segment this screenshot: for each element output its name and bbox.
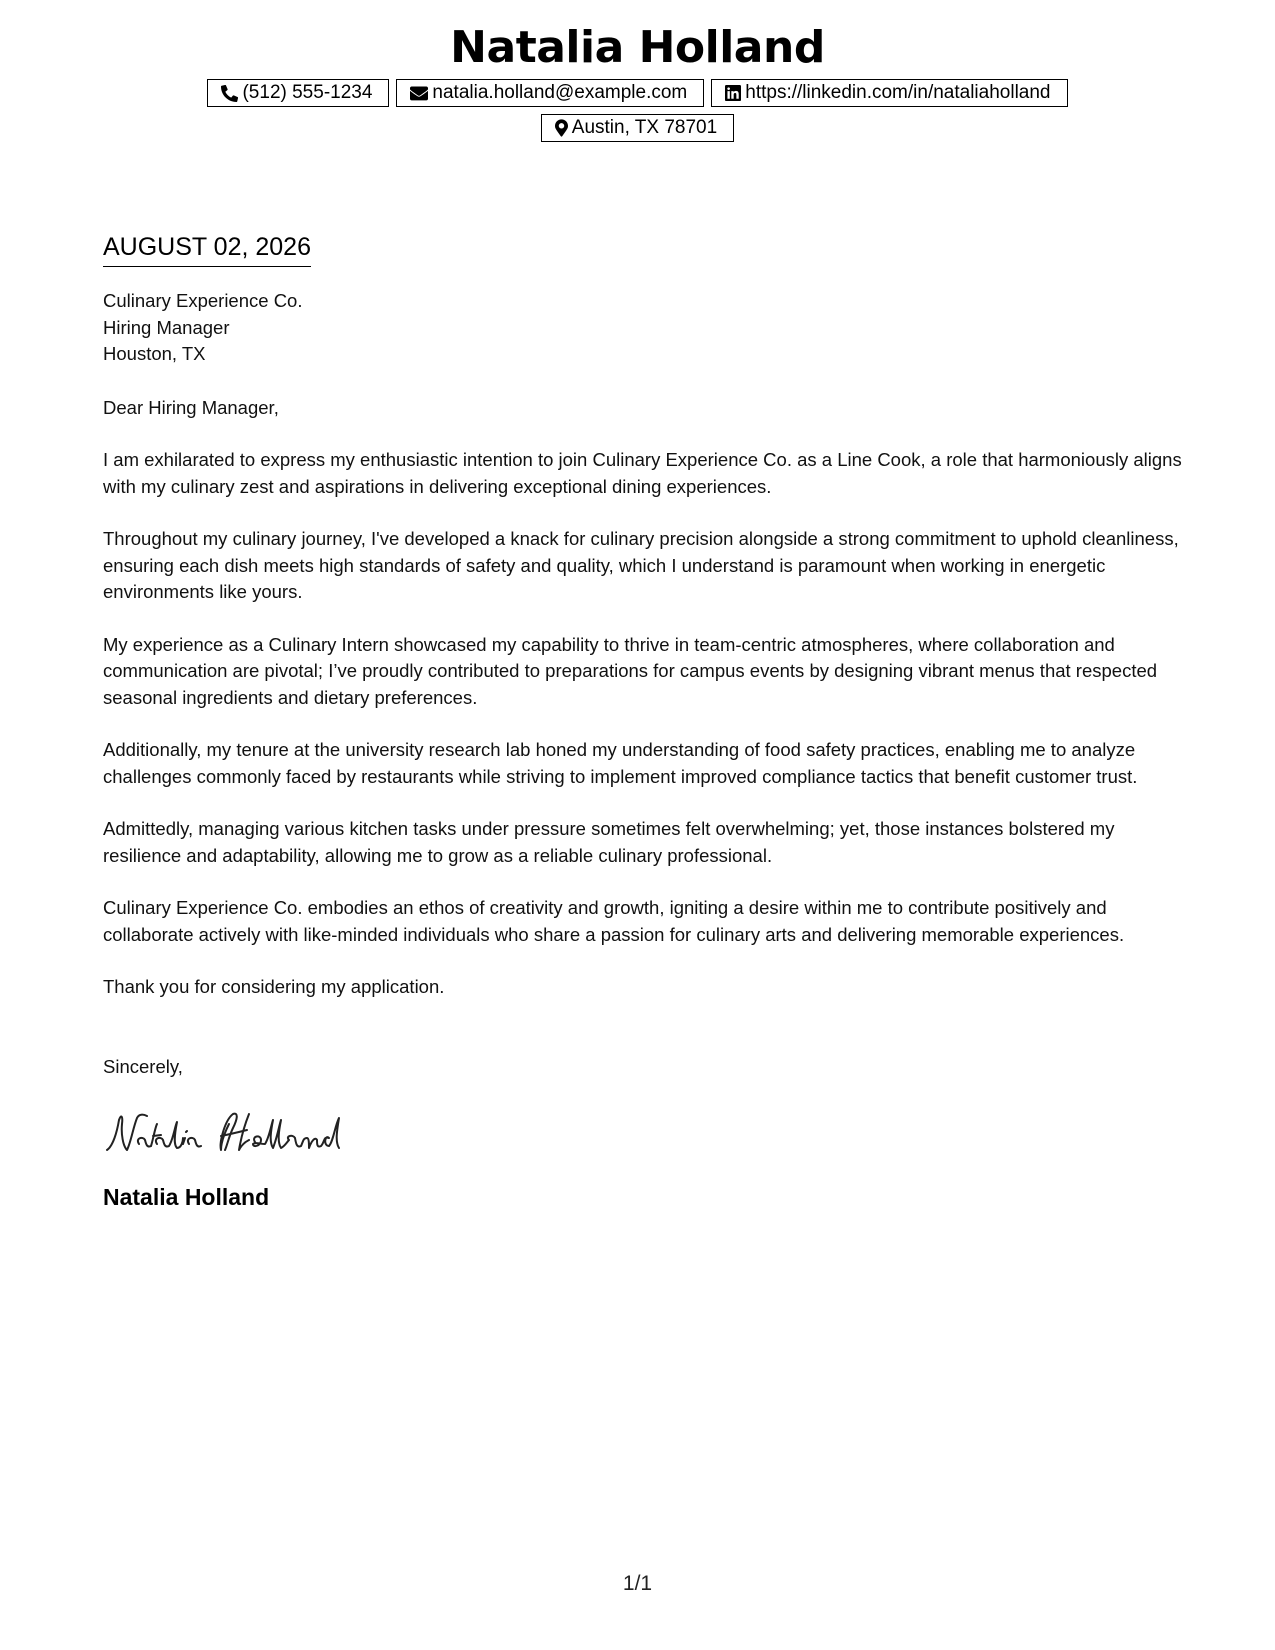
signer-name: Natalia Holland <box>103 1184 270 1210</box>
paragraph: Culinary Experience Co. embodies an ethos of creativity and growth, igniting a desire within me to contribute positively and collaborate actively with like-minded individuals who share a passion for culinary arts and delivering memorable experiences. <box>103 897 1125 945</box>
map-marker-icon <box>555 119 568 137</box>
paragraph: My experience as a Culinary Intern showcased my capability to thrive in team-centric atmospheres, where collaboration and communication are pivotal; I’ve proudly contributed to preparations for campus events by designing vibrant menus that respected seasonal ingredients and dietary preferences. <box>103 633 1158 708</box>
contact-email-text: natalia.holland@example.com <box>432 82 688 103</box>
letter-header <box>0 20 1275 142</box>
applicant-name-heading: Natalia Holland <box>450 22 825 73</box>
contact-phone-text: (512) 555-1234 <box>242 82 373 103</box>
envelope-icon <box>410 86 428 101</box>
recipient-block <box>103 288 1183 368</box>
handwritten-signature <box>103 1106 1183 1166</box>
recipient-title: Hiring Manager <box>103 316 230 338</box>
paragraph: I am exhilarated to express my enthusiastic intention to join Culinary Experience Co. as a Line Cook, a role that harmoniously aligns with my culinary zest and aspirations in delivering exceptional dining experiences. <box>103 449 1182 497</box>
salutation: Dear Hiring Manager, <box>103 396 279 418</box>
paragraph: Throughout my culinary journey, I've developed a knack for culinary precision alongside a strong commitment to uphold cleanliness, ensuring each dish meets high standards of safety and quality, which I understand is paramount when working in energetic environments like yours. <box>103 528 1179 602</box>
paragraph: Admittedly, managing various kitchen tasks under pressure sometimes felt overwhelming; yet, those instances bolstered my resilience and adaptability, allowing me to grow as a reliable culinary professional. <box>103 818 1115 866</box>
page-indicator: 1/1 <box>622 1572 653 1595</box>
recipient-company: Culinary Experience Co. <box>103 290 303 311</box>
letter-body <box>103 230 1183 1212</box>
contact-row-secondary <box>0 114 1275 142</box>
paragraph: Additionally, my tenure at the university research lab honed my understanding of food safety practices, enabling me to analyze challenges commonly faced by restaurants while striving to implement improved compliance tactics that benefit customer trust. <box>103 739 1138 787</box>
phone-icon <box>221 85 238 102</box>
contact-address[interactable] <box>541 114 734 142</box>
contact-phone[interactable] <box>207 79 389 107</box>
contact-linkedin-text: https://linkedin.com/in/nataliaholland <box>745 82 1051 103</box>
contact-linkedin[interactable] <box>711 79 1067 107</box>
contact-address-text: Austin, TX 78701 <box>571 117 718 138</box>
paragraph: Thank you for considering my application. <box>103 976 445 997</box>
closing: Sincerely, <box>103 1055 183 1077</box>
contact-email[interactable] <box>396 79 704 107</box>
contact-row-primary <box>0 79 1275 107</box>
signature-graphic <box>103 1106 363 1166</box>
letter-date: AUGUST 02, 2026 <box>103 230 311 267</box>
recipient-location: Houston, TX <box>103 343 206 364</box>
linkedin-icon <box>725 85 741 101</box>
